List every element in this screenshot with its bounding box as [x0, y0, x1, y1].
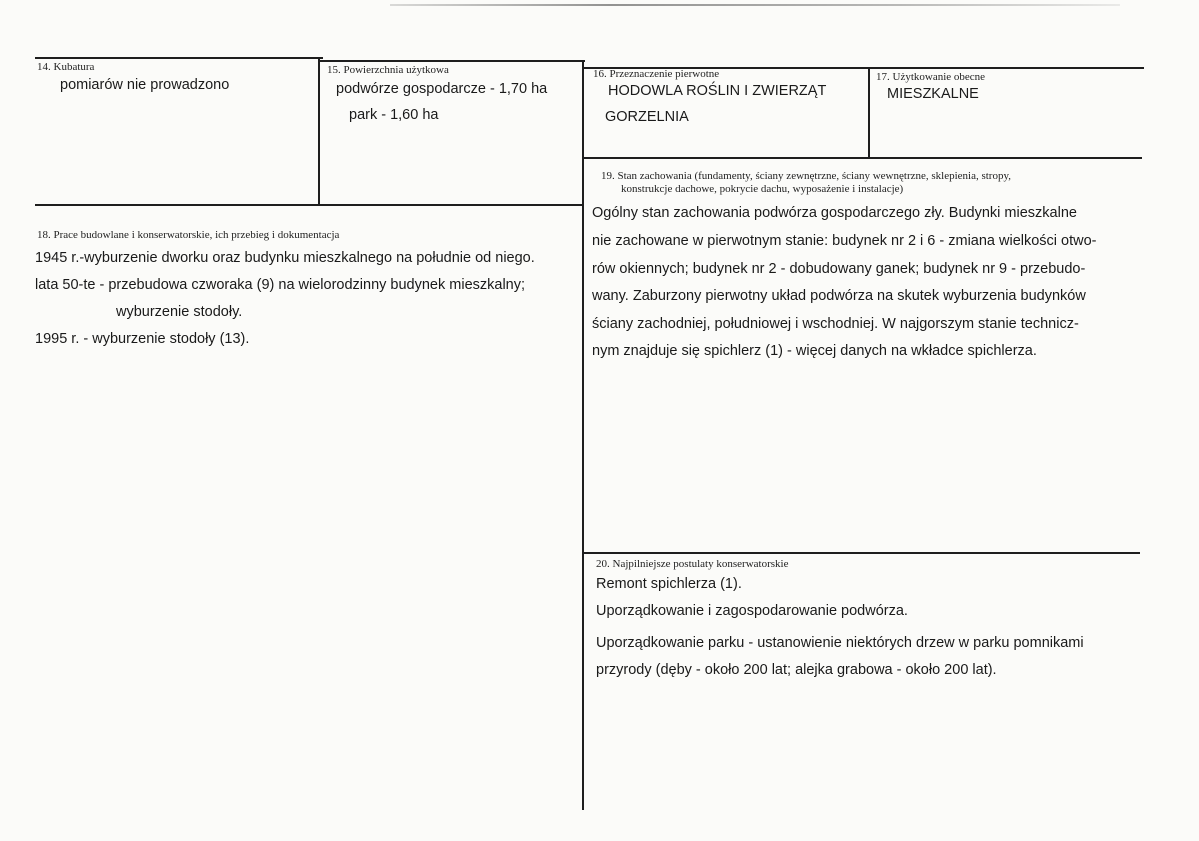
divider-16-19	[584, 157, 1142, 159]
field-18-line-4: 1995 r. - wyburzenie stodoły (13).	[35, 331, 250, 347]
field-18-line-3: wyburzenie stodoły.	[116, 304, 243, 320]
divider-16-17	[868, 67, 870, 157]
field-19-line-2: nie zachowane w pierwotnym stanie: budynek nr 2 i 6 - zmiana wielkości otwo-	[592, 233, 1097, 249]
top-edge-line	[390, 4, 1120, 6]
field-19-line-6: nym znajduje się spichlerz (1) - więcej danych na wkładce spichlerza.	[592, 343, 1037, 359]
field-19-line-5: ściany zachodniej, południowej i wschodniej. W najgorszym stanie technicz-	[592, 316, 1079, 332]
field-17-value: MIESZKALNE	[887, 86, 979, 102]
field-18-line-1: 1945 r.-wyburzenie dworku oraz budynku mieszkalnego na południe od niego.	[35, 250, 535, 266]
field-20-line-2: Uporządkowanie i zagospodarowanie podwórza.	[596, 603, 908, 619]
field-19-label-line-2: konstrukcje dachowe, pokrycie dachu, wyposażenie i instalacje)	[621, 183, 904, 195]
field-14-value: pomiarów nie prowadzono	[60, 77, 230, 93]
field-14-label: 14. Kubatura	[37, 61, 95, 73]
field-20-line-3: Uporządkowanie parku - ustanowienie niektórych drzew w parku pomnikami	[596, 635, 1084, 651]
field-15-line-2: park - 1,60 ha	[349, 107, 439, 123]
field-20-line-4: przyrody (dęby - około 200 lat; alejka grabowa - około 200 lat).	[596, 662, 997, 678]
field-15-line-1: podwórze gospodarcze - 1,70 ha	[336, 81, 548, 97]
field-20-label: 20. Najpilniejsze postulaty konserwatorskie	[596, 558, 789, 570]
divider-19-20	[584, 552, 1140, 554]
field-19-line-3: rów okiennych; budynek nr 2 - dobudowany ganek; budynek nr 9 - przebudo-	[592, 261, 1086, 277]
field-19-label-line-1: 19. Stan zachowania (fundamenty, ściany zewnętrzne, ściany wewnętrzne, sklepienia, stropy,	[601, 170, 1012, 182]
divider-15-16	[582, 60, 584, 810]
field-18-label: 18. Prace budowlane i konserwatorskie, ich przebieg i dokumentacja	[37, 229, 340, 241]
field-16-label: 16. Przeznaczenie pierwotne	[593, 68, 720, 80]
field-19-line-1: Ogólny stan zachowania podwórza gospodarczego zły. Budynki mieszkalne	[592, 205, 1077, 221]
divider-14-18	[35, 204, 583, 206]
row-top-line-left	[35, 57, 323, 59]
row-top-line-15	[320, 60, 585, 62]
field-16-line-1: HODOWLA ROŚLIN I ZWIERZĄT	[608, 83, 827, 99]
field-20-line-1: Remont spichlerza (1).	[596, 576, 742, 592]
field-19-line-4: wany. Zaburzony pierwotny układ podwórza na skutek wyburzenia budynków	[592, 288, 1086, 304]
divider-14-15	[318, 57, 320, 205]
field-18-line-2: lata 50-te - przebudowa czworaka (9) na wielorodzinny budynek mieszkalny;	[35, 277, 526, 293]
field-16-line-2: GORZELNIA	[605, 109, 689, 125]
field-15-label: 15. Powierzchnia użytkowa	[327, 64, 449, 76]
field-17-label: 17. Użytkowanie obecne	[876, 71, 986, 83]
